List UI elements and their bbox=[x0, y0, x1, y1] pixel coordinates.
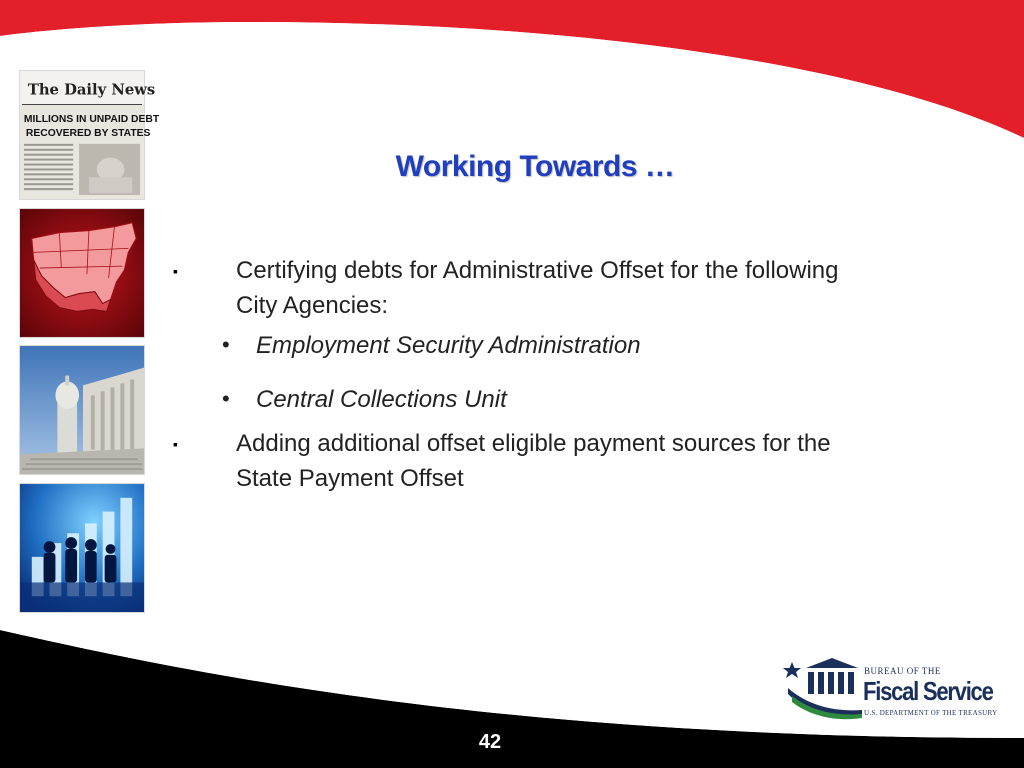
us-map-image bbox=[19, 208, 145, 338]
bullet-text-continued: State Payment Offset bbox=[236, 465, 464, 492]
newspaper-headline-1: MILLIONS IN UNPAID DEBT bbox=[23, 114, 160, 126]
logo-sub-text: U.S. DEPARTMENT OF THE TREASURY bbox=[864, 709, 998, 717]
business-chart-image bbox=[19, 483, 145, 613]
sub-bullet-marker: • bbox=[222, 332, 230, 357]
page-number: 42 bbox=[478, 731, 502, 753]
bullet-text: Adding additional offset eligible payment sources for the bbox=[236, 430, 831, 457]
logo-main-text: Fiscal Service bbox=[863, 676, 993, 706]
sub-bullet-marker: • bbox=[222, 386, 230, 411]
treasury-building-icon bbox=[784, 654, 862, 720]
sub-bullet-text: Employment Security Administration bbox=[256, 332, 641, 359]
newspaper-image bbox=[19, 70, 160, 200]
capitol-image bbox=[19, 345, 145, 475]
fiscal-service-logo bbox=[784, 654, 998, 722]
bullet-text-continued: City Agencies: bbox=[236, 292, 389, 319]
bullet-text: Certifying debts for Administrative Offset for the following bbox=[236, 257, 839, 284]
sub-bullet-text: Central Collections Unit bbox=[256, 386, 507, 413]
newspaper-masthead: The Daily News bbox=[27, 81, 156, 99]
bullet-marker: ▪ bbox=[173, 263, 178, 279]
bullet-marker: ▪ bbox=[173, 436, 178, 452]
newspaper-headline-2: RECOVERED BY STATES bbox=[25, 127, 151, 139]
logo-top-text: BUREAU OF THE bbox=[864, 666, 941, 676]
slide-title: Working Towards … bbox=[395, 150, 675, 183]
